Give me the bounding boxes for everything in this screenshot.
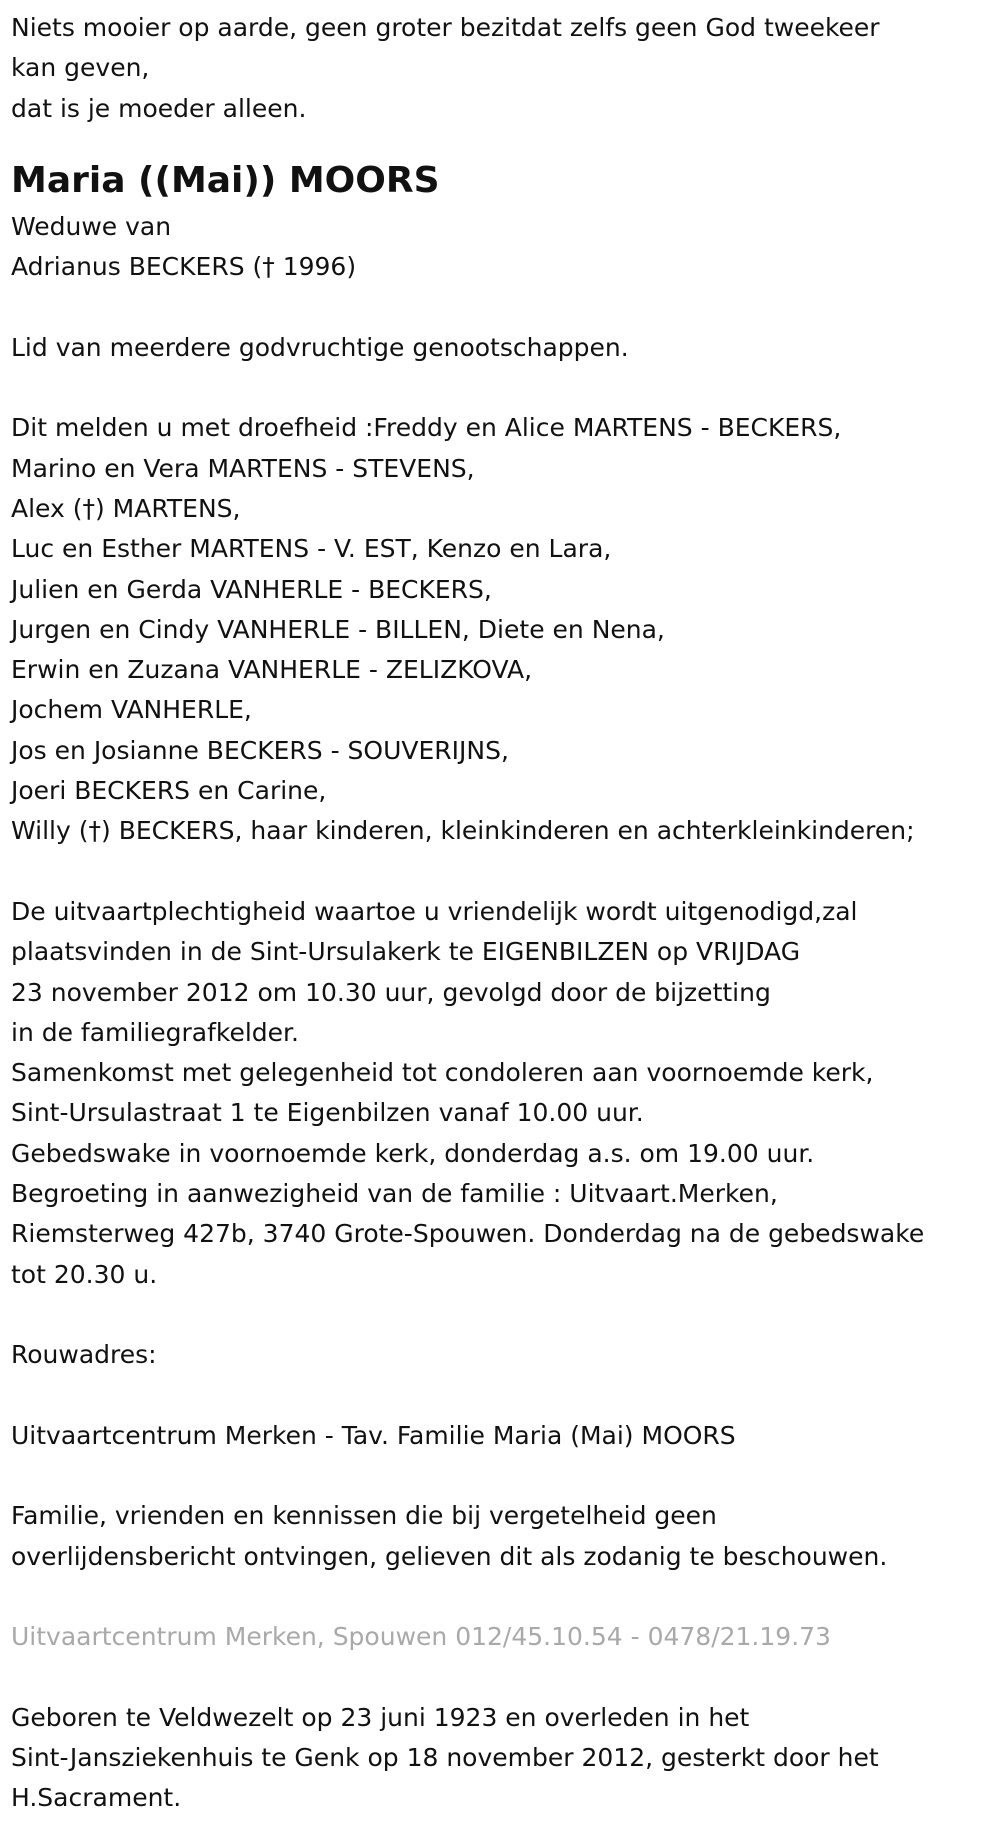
announcer-line: Jos en Josianne BECKERS - SOUVERIJNS, bbox=[11, 735, 509, 765]
notice-line: overlijdensbericht ontvingen, gelieven dit als zodanig te beschouwen. bbox=[11, 1541, 888, 1571]
birth-death-line: Geboren te Veldwezelt op 23 juni 1923 en overleden in het bbox=[11, 1702, 750, 1732]
announcer-line: Julien en Gerda VANHERLE - BECKERS, bbox=[11, 574, 492, 604]
ceremony-line: Gebedswake in voornoemde kerk, donderdag a.s. om 19.00 uur. bbox=[11, 1138, 815, 1168]
quote-line: kan geven, bbox=[11, 53, 150, 83]
ceremony-line: Riemsterweg 427b, 3740 Grote-Spouwen. Donderdag na de gebedswake bbox=[11, 1219, 925, 1249]
notice-block bbox=[11, 1496, 1000, 1577]
ceremony-line: Sint-Ursulastraat 1 te Eigenbilzen vanaf 10.00 uur. bbox=[11, 1098, 644, 1128]
announcer-line: Dit melden u met droefheid :Freddy en Alice MARTENS - BECKERS, bbox=[11, 413, 842, 443]
ceremony-line: 23 november 2012 om 10.30 uur, gevolgd door de bijzetting bbox=[11, 977, 771, 1007]
birth-death-line: Sint-Jansziekenhuis te Genk op 18 november 2012, gesterkt door het bbox=[11, 1743, 879, 1773]
announcer-line: Jurgen en Cindy VANHERLE - BILLEN, Diete en Nena, bbox=[11, 614, 665, 644]
announcer-line: Erwin en Zuzana VANHERLE - ZELIZKOVA, bbox=[11, 655, 533, 685]
ceremony-line: De uitvaartplechtigheid waartoe u vriendelijk wordt uitgenodigd,zal bbox=[11, 896, 858, 926]
widow-block bbox=[11, 207, 1000, 288]
spacer bbox=[11, 368, 1000, 408]
spacer bbox=[11, 1295, 1000, 1335]
widow-line: Weduwe van bbox=[11, 211, 172, 241]
deceased-name-heading: Maria ((Mai)) MOORS bbox=[11, 159, 440, 201]
ceremony-line: in de familiegrafkelder. bbox=[11, 1017, 299, 1047]
quote-block bbox=[11, 8, 1000, 129]
announcer-line: Luc en Esther MARTENS - V. EST, Kenzo en Lara, bbox=[11, 534, 612, 564]
address-text: Uitvaartcentrum Merken - Tav. Familie Maria (Mai) MOORS bbox=[11, 1420, 736, 1450]
widow-line: Adrianus BECKERS († 1996) bbox=[11, 252, 357, 282]
funeral-home-contact: Uitvaartcentrum Merken, Spouwen 012/45.10.54 - 0478/21.19.73 bbox=[11, 1622, 831, 1652]
spacer bbox=[11, 287, 1000, 327]
announcer-line: Willy (†) BECKERS, haar kinderen, kleinkinderen en achterkleinkinderen; bbox=[11, 816, 915, 846]
announcers-block bbox=[11, 408, 1000, 851]
notice-line: Familie, vrienden en kennissen die bij vergetelheid geen bbox=[11, 1501, 717, 1531]
birth-death-block bbox=[11, 1698, 1000, 1819]
ceremony-line: tot 20.30 u. bbox=[11, 1259, 158, 1289]
address-label: Rouwadres: bbox=[11, 1340, 157, 1370]
announcer-line: Marino en Vera MARTENS - STEVENS, bbox=[11, 453, 475, 483]
birth-death-line: H.Sacrament. bbox=[11, 1783, 182, 1813]
quote-line: dat is je moeder alleen. bbox=[11, 93, 307, 123]
spacer bbox=[11, 1376, 1000, 1416]
spacer bbox=[11, 1577, 1000, 1617]
ceremony-line: Samenkomst met gelegenheid tot condoleren aan voornoemde kerk, bbox=[11, 1058, 874, 1088]
announcer-line: Alex (†) MARTENS, bbox=[11, 493, 241, 523]
announcer-line: Jochem VANHERLE, bbox=[11, 695, 252, 725]
spacer bbox=[11, 1658, 1000, 1698]
quote-line: Niets mooier op aarde, geen groter bezitdat zelfs geen God tweekeer bbox=[11, 13, 880, 42]
announcer-line: Joeri BECKERS en Carine, bbox=[11, 776, 327, 806]
spacer bbox=[11, 1456, 1000, 1496]
membership-text: Lid van meerdere godvruchtige genootschappen. bbox=[11, 332, 629, 362]
ceremony-block bbox=[11, 892, 1000, 1295]
ceremony-line: Begroeting in aanwezigheid van de familie : Uitvaart.Merken, bbox=[11, 1179, 778, 1209]
ceremony-line: plaatsvinden in de Sint-Ursulakerk te EIGENBILZEN op VRIJDAG bbox=[11, 937, 801, 967]
spacer bbox=[11, 852, 1000, 892]
